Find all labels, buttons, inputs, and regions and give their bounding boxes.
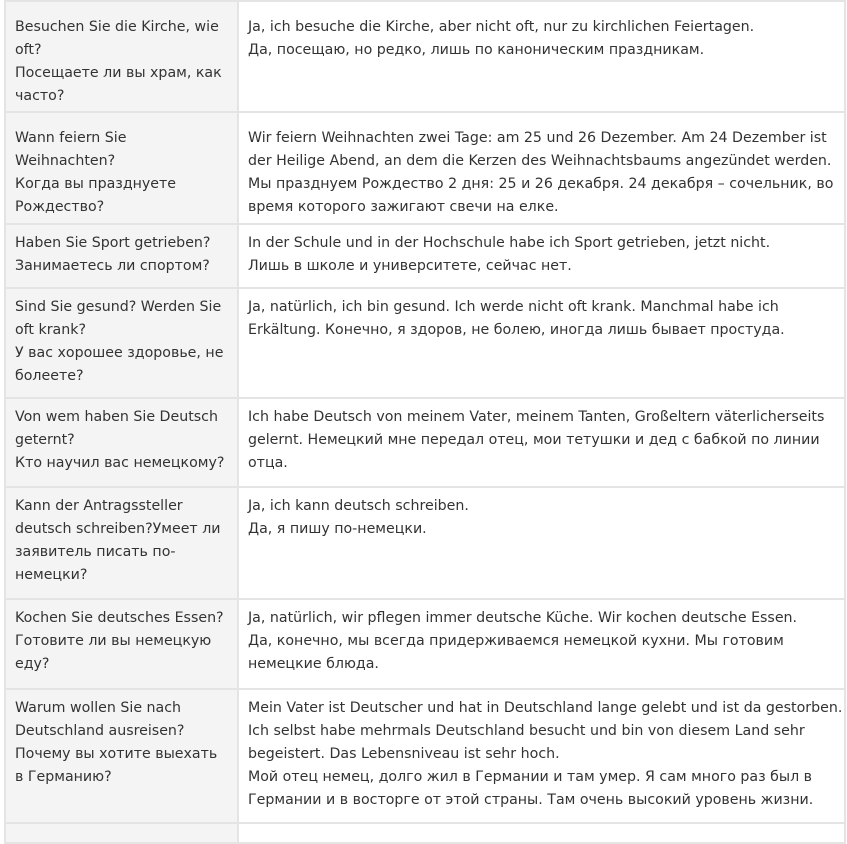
answer-line: немецкие блюда. <box>248 656 379 672</box>
answer-cell <box>238 823 845 843</box>
table-row <box>5 689 845 823</box>
question-cell <box>5 823 238 843</box>
question-cell <box>5 487 238 599</box>
answer-line: Да, конечно, мы всегда придерживаемся немецкой кухни. Мы готовим <box>248 633 784 649</box>
answer-line: Да, я пишу по-немецки. <box>248 521 427 537</box>
question-text-ru: Посещаете ли вы храм, как часто? <box>15 65 222 104</box>
qa-table <box>4 0 846 844</box>
answer-cell <box>238 1 845 112</box>
question-text-de: Von wem haben Sie Deutsch geternt? <box>15 409 218 448</box>
question-cell <box>5 288 238 398</box>
answer-line: Мой отец немец, долго жил в Германии и там умер. Я сам много раз был в <box>248 769 813 785</box>
question-text-ru: Готовите ли вы немецкую еду? <box>15 633 212 672</box>
answer-line: gelernt. Немецкий мне передал отец, мои тетушки и дед с бабкой по линии <box>248 432 820 448</box>
answer-line: begeistert. Das Lebensniveau ist sehr hoch. <box>248 746 560 762</box>
answer-line: der Heilige Abend, an dem die Kerzen des Weihnachtsbaums angezündet werden. <box>248 153 832 169</box>
answer-line: Германии и в восторге от этой страны. Там очень высокий уровень жизни. <box>248 792 814 808</box>
answer-cell <box>238 398 845 487</box>
answer-line: время которого зажигают свечи на елке. <box>248 199 559 215</box>
table-row <box>5 224 845 288</box>
question-text: Kann der Antragssteller deutsch schreiben?Умеет ли заявитель писать по-немецки? <box>15 498 221 583</box>
answer-cell <box>238 288 845 398</box>
question-text-de: Sind Sie gesund? Werden Sie oft krank? <box>15 299 222 338</box>
question-text-ru: Кто научил вас немецкому? <box>15 455 225 471</box>
answer-cell <box>238 112 845 224</box>
table-row <box>5 112 845 224</box>
answer-line: Ich habe Deutsch von meinem Vater, meinem Tanten, Großeltern väterlicherseits <box>248 409 825 425</box>
answer-line: Мы празднуем Рождество 2 дня: 25 и 26 декабря. 24 декабря – сочельник, во <box>248 176 834 192</box>
table-row-partial <box>5 823 845 843</box>
answer-line: Wir feiern Weihnachten zwei Tage: am 25 und 26 Dezember. Am 24 Dezember ist <box>248 130 827 146</box>
question-text-de: Warum wollen Sie nach Deutschland ausreisen? <box>15 700 185 739</box>
table-row <box>5 1 845 112</box>
answer-line: Ich selbst habe mehrmals Deutschland besucht und bin von diesem Land sehr <box>248 723 805 739</box>
answer-cell <box>238 689 845 823</box>
question-text-ru: Когда вы празднуете Рождество? <box>15 176 177 215</box>
question-cell <box>5 112 238 224</box>
answer-line: Да, посещаю, но редко, лишь по каноническим праздникам. <box>248 42 705 58</box>
answer-line: In der Schule und in der Hochschule habe ich Sport getrieben, jetzt nicht. <box>248 235 771 251</box>
answer-line: Mein Vater ist Deutscher und hat in Deutschland lange gelebt und ist da gestorben. <box>248 700 843 716</box>
question-text-ru: У вас хорошее здоровье, не болеете? <box>15 345 224 384</box>
answer-line: Ja, ich kann deutsch schreiben. <box>248 498 469 514</box>
question-text-de: Kochen Sie deutsches Essen? <box>15 610 224 626</box>
question-cell <box>5 599 238 689</box>
answer-line: Erkältung. Конечно, я здоров, не болею, иногда лишь бывает простуда. <box>248 322 785 338</box>
question-text-ru: Почему вы хотите выехать в Германию? <box>15 746 218 785</box>
question-cell <box>5 689 238 823</box>
answer-cell <box>238 487 845 599</box>
answer-line: Ja, natürlich, wir pflegen immer deutsche Küche. Wir kochen deutsche Essen. <box>248 610 798 626</box>
table-row <box>5 487 845 599</box>
question-text-de: Wann feiern Sie Weihnachten? <box>15 130 127 169</box>
answer-cell <box>238 224 845 288</box>
question-cell <box>5 1 238 112</box>
answer-cell <box>238 599 845 689</box>
answer-line: отца. <box>248 455 288 471</box>
question-cell <box>5 398 238 487</box>
question-text-de: Besuchen Sie die Kirche, wie oft? <box>15 19 219 58</box>
answer-line: Лишь в школе и университете, сейчас нет. <box>248 258 572 274</box>
table-row <box>5 599 845 689</box>
question-cell <box>5 224 238 288</box>
table-row <box>5 398 845 487</box>
answer-line: Ja, natürlich, ich bin gesund. Ich werde nicht oft krank. Manchmal habe ich <box>248 299 779 315</box>
question-text-de: Haben Sie Sport getrieben? <box>15 235 211 251</box>
answer-line: Ja, ich besuche die Kirche, aber nicht oft, nur zu kirchlichen Feiertagen. <box>248 19 755 35</box>
question-text-ru: Занимаетесь ли спортом? <box>15 258 210 274</box>
table-row <box>5 288 845 398</box>
